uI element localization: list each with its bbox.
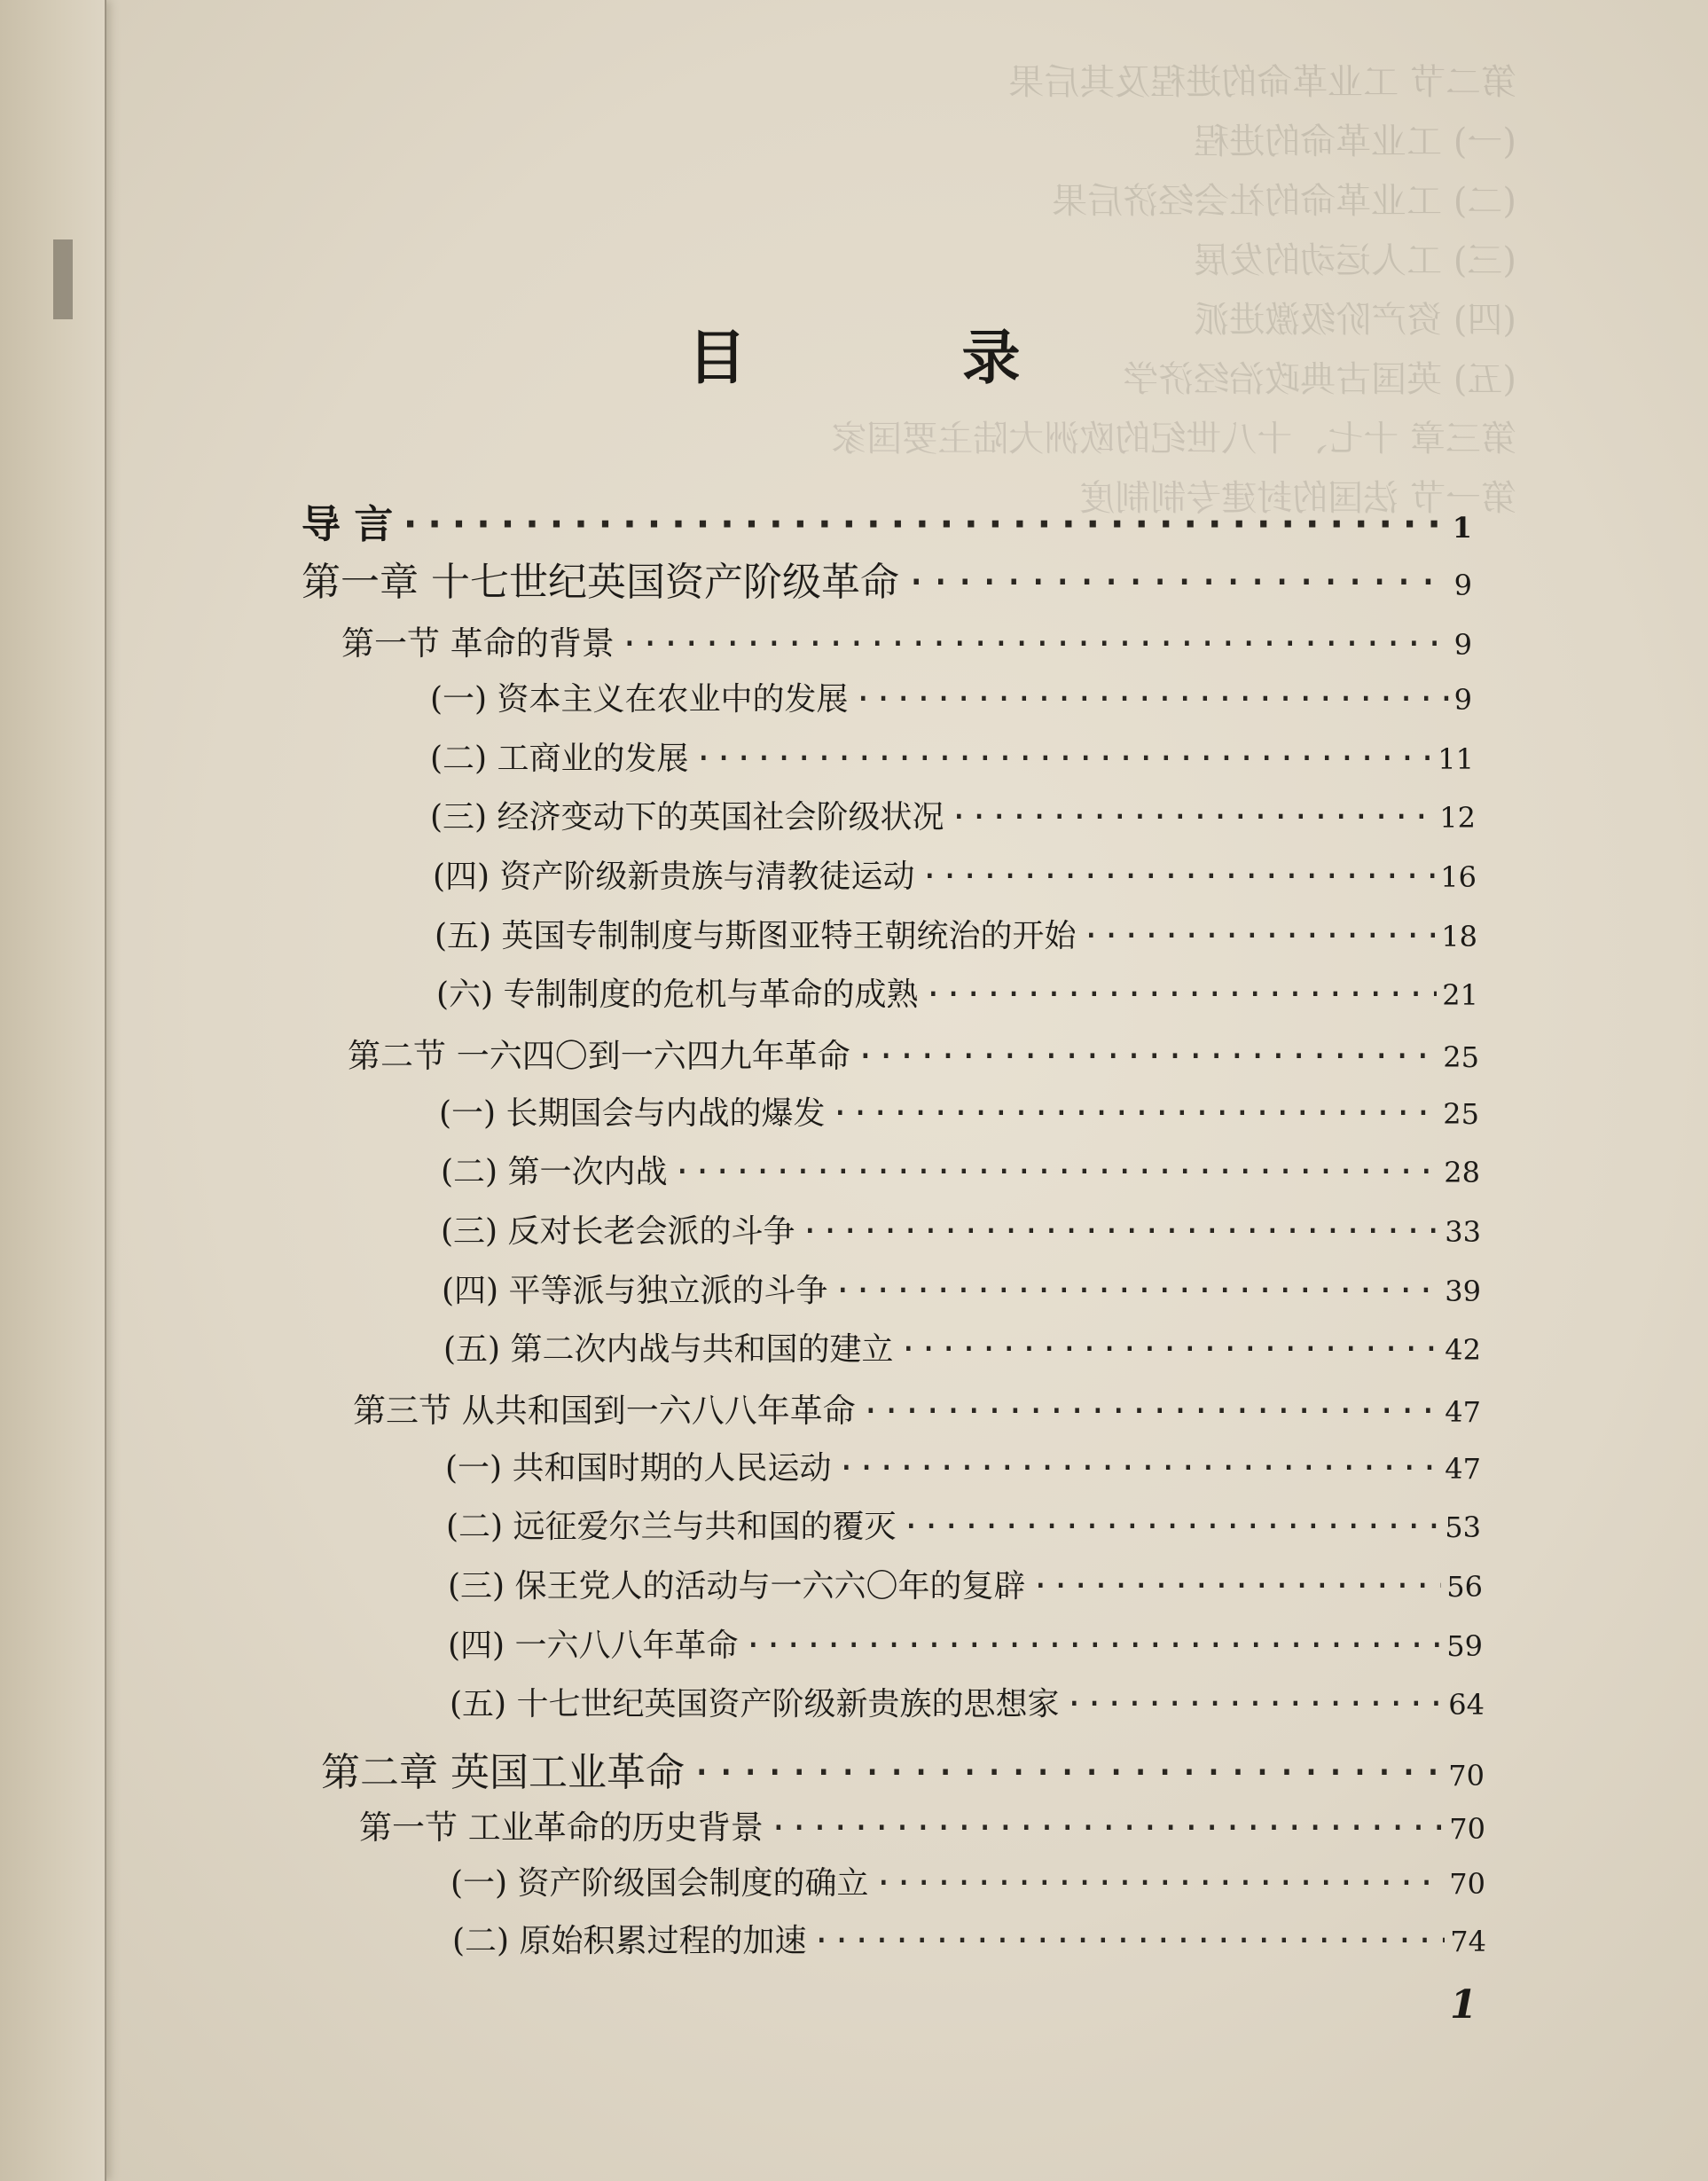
- toc-entry-label: 导 言: [302, 502, 394, 547]
- toc-entry-item[interactable]: [430, 674, 1472, 719]
- dot-leader: [905, 560, 1449, 605]
- toc-entry-item[interactable]: [452, 1916, 1486, 1961]
- toc-entry-page: 16: [1440, 860, 1477, 894]
- dot-leader: [834, 1273, 1440, 1309]
- toc-entry-page: 70: [1449, 1867, 1485, 1901]
- toc-entry-item[interactable]: [441, 1147, 1480, 1192]
- toc-entry-item[interactable]: [445, 1443, 1481, 1488]
- toc-entry-page: 56: [1446, 1570, 1483, 1604]
- toc-entry-label: (二) 工商业的发展: [430, 741, 689, 777]
- toc-entry-label: 第一节 革命的背景: [341, 624, 615, 663]
- toc-entry-label: (三) 保王党人的活动与一六六〇年的复辟: [448, 1568, 1026, 1604]
- toc-entry-item[interactable]: [448, 1620, 1483, 1666]
- toc-entry-page: 9: [1453, 683, 1472, 717]
- toc-entry-page: 25: [1443, 1097, 1479, 1131]
- toc-entry-item[interactable]: [435, 911, 1477, 956]
- toc-entry-label: (三) 经济变动下的英国社会阶级状况: [430, 799, 944, 836]
- bleed-line: 第二节 工业革命的进程及其后果: [1008, 62, 1516, 103]
- toc-entry-item[interactable]: [441, 1206, 1481, 1251]
- dot-leader: [812, 1923, 1446, 1959]
- toc-entry-chapter[interactable]: [302, 550, 1472, 607]
- toc-entry-label: (五) 英国专制制度与斯图亚特王朝统治的开始: [435, 918, 1077, 954]
- dot-leader: [694, 741, 1433, 777]
- toc-entry-label: (五) 第二次内战与共和国的建立: [443, 1331, 894, 1368]
- toc-entry-label: (二) 原始积累过程的加速: [452, 1923, 807, 1959]
- toc-entry-page: 9: [1453, 569, 1472, 602]
- toc-entry-chapter[interactable]: [321, 1740, 1485, 1797]
- bleed-line: (三) 工人运动的发展: [1194, 240, 1516, 281]
- toc-entry-item[interactable]: [446, 1502, 1481, 1547]
- dot-leader: [398, 502, 1446, 547]
- bleed-line: 第三章 十七、十八世纪的欧洲大陆主要国家: [831, 419, 1516, 459]
- bleed-line: (四) 资产阶级激进派: [1194, 300, 1516, 341]
- toc-entry-page: 21: [1442, 978, 1478, 1012]
- toc-entry-page: 70: [1448, 1759, 1485, 1793]
- dot-leader: [801, 1213, 1440, 1250]
- dot-leader: [1031, 1568, 1442, 1604]
- dot-leader: [902, 1509, 1440, 1545]
- dot-leader: [899, 1331, 1440, 1368]
- toc-entry-item[interactable]: [451, 1858, 1485, 1903]
- toc-entry-page: 18: [1441, 920, 1477, 953]
- toc-entry-item[interactable]: [442, 1266, 1481, 1311]
- toc-entry-item[interactable]: [436, 969, 1478, 1015]
- toc-entry-label: (三) 反对长老会派的斗争: [441, 1213, 795, 1250]
- page-number: 1: [1450, 1982, 1477, 2028]
- dot-leader: [924, 977, 1438, 1013]
- toc-entry-item[interactable]: [433, 851, 1477, 897]
- dot-leader: [769, 1808, 1445, 1847]
- toc-entry-label: (一) 共和国时期的人民运动: [445, 1450, 832, 1487]
- toc-entry-label: (四) 一六八八年革命: [448, 1628, 739, 1664]
- toc-entry-label: (一) 资本主义在农业中的发展: [430, 681, 849, 718]
- dot-leader: [874, 1865, 1445, 1902]
- toc-entry-page: 74: [1450, 1925, 1486, 1958]
- dot-leader: [1082, 918, 1437, 954]
- toc-entry-label: (五) 十七世纪英国资产阶级新贵族的思想家: [450, 1686, 1060, 1722]
- toc-entry-intro[interactable]: [302, 492, 1472, 549]
- toc-entry-page: 42: [1445, 1333, 1481, 1367]
- toc-entry-label: 第二章 英国工业革命: [321, 1750, 685, 1795]
- dot-leader: [744, 1628, 1442, 1664]
- dot-leader: [620, 624, 1449, 663]
- bleed-line: (二) 工业革命的社会经济后果: [1052, 181, 1516, 222]
- toc-entry-page: 47: [1445, 1452, 1481, 1486]
- toc-entry-page: 11: [1438, 742, 1474, 776]
- dot-leader: [673, 1154, 1439, 1190]
- toc-entry-item[interactable]: [450, 1679, 1485, 1724]
- toc-entry-page: 70: [1449, 1812, 1485, 1846]
- toc-entry-item[interactable]: [448, 1561, 1483, 1606]
- toc-entry-section[interactable]: [353, 1384, 1481, 1432]
- toc-entry-page: 12: [1439, 801, 1476, 835]
- toc-entry-section[interactable]: [359, 1801, 1485, 1848]
- toc-entry-page: 59: [1446, 1629, 1483, 1663]
- toc-entry-label: (二) 远征爱尔兰与共和国的覆灭: [446, 1509, 897, 1545]
- dot-leader: [1065, 1686, 1444, 1722]
- bleed-line: (一) 工业革命的进程: [1194, 122, 1516, 162]
- bleed-line: 第一节 法国的封建专制制度: [1079, 478, 1516, 519]
- toc-entry-page: 47: [1445, 1395, 1481, 1429]
- toc-entry-label: (六) 专制制度的危机与革命的成熟: [436, 977, 919, 1013]
- toc-entry-item[interactable]: [430, 792, 1476, 837]
- dot-leader: [831, 1095, 1438, 1132]
- toc-entry-label: (二) 第一次内战: [441, 1154, 668, 1190]
- dot-leader: [837, 1450, 1440, 1487]
- dot-leader: [921, 859, 1436, 895]
- dot-leader: [861, 1392, 1440, 1430]
- toc-entry-label: (一) 长期国会与内战的爆发: [439, 1095, 826, 1132]
- toc-entry-label: (四) 平等派与独立派的斗争: [442, 1273, 828, 1309]
- bleed-line: (五) 英国古典政治经济学: [1123, 359, 1516, 400]
- page-title: 目 录: [687, 324, 1118, 392]
- dot-leader: [856, 1037, 1438, 1075]
- toc-entry-label: 第一章 十七世纪英国资产阶级革命: [302, 560, 899, 605]
- toc-entry-label: 第三节 从共和国到一六八八年革命: [353, 1392, 856, 1430]
- dot-leader: [950, 799, 1435, 836]
- toc-entry-section[interactable]: [341, 616, 1472, 664]
- toc-entry-label: 第一节 工业革命的历史背景: [359, 1808, 764, 1847]
- toc-entry-page: 1: [1452, 511, 1472, 545]
- toc-entry-item[interactable]: [443, 1324, 1481, 1369]
- toc-entry-page: 25: [1443, 1040, 1479, 1074]
- toc-entry-page: 39: [1445, 1275, 1481, 1308]
- dot-leader: [690, 1750, 1443, 1795]
- toc-entry-page: 9: [1453, 628, 1472, 662]
- toc-entry-item[interactable]: [439, 1088, 1479, 1134]
- toc-entry-section[interactable]: [348, 1029, 1479, 1077]
- dot-leader: [854, 681, 1449, 718]
- toc-entry-page: 33: [1445, 1215, 1481, 1249]
- toc-entry-label: (四) 资产阶级新贵族与清教徒运动: [433, 859, 915, 895]
- toc-entry-item[interactable]: [430, 734, 1474, 779]
- toc-entry-label: 第二节 一六四〇到一六四九年革命: [348, 1037, 850, 1075]
- toc-entry-page: 53: [1445, 1510, 1481, 1544]
- toc-entry-label: (一) 资产阶级国会制度的确立: [451, 1865, 869, 1902]
- toc-entry-page: 28: [1444, 1156, 1480, 1189]
- toc-entry-page: 64: [1448, 1688, 1485, 1722]
